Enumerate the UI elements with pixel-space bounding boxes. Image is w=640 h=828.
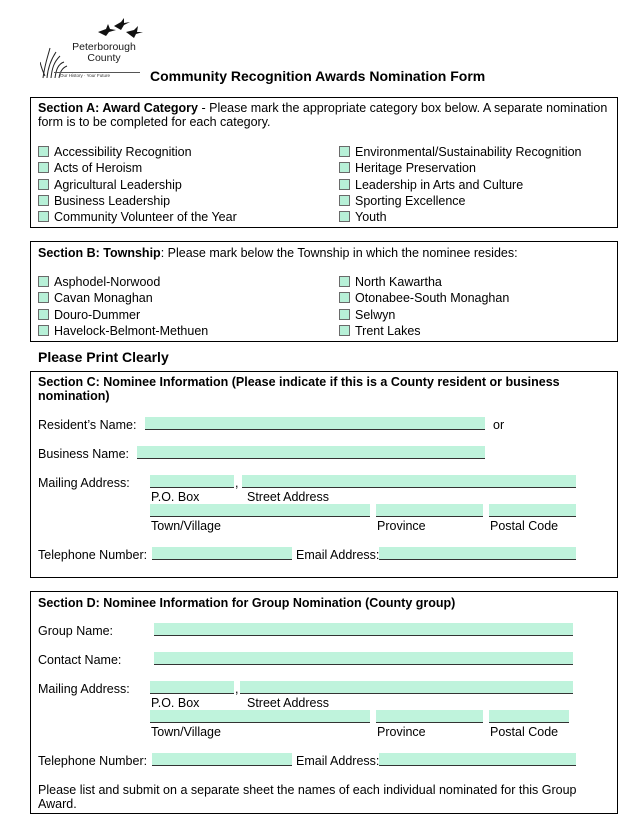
c-telephone-label: Telephone Number: bbox=[38, 548, 148, 562]
award-category-option[interactable] bbox=[339, 178, 523, 192]
d-street-address-label: Street Address bbox=[247, 696, 329, 710]
d-email-label: Email Address: bbox=[296, 754, 380, 768]
award-category-label: Business Leadership bbox=[54, 193, 171, 208]
award-category-label: Accessibility Recognition bbox=[54, 145, 192, 159]
residents-name-label: Resident’s Name: bbox=[38, 418, 137, 432]
logo-tagline: Our History · Your Future bbox=[60, 73, 111, 78]
award-category-checkbox[interactable] bbox=[339, 195, 350, 206]
award-category-checkbox[interactable] bbox=[339, 146, 350, 157]
award-category-label: Sporting Excellence bbox=[355, 193, 466, 208]
d-province-label: Province bbox=[377, 725, 426, 739]
award-category-label: Environmental/Sustainability Recognition bbox=[355, 145, 582, 159]
residents-name-field[interactable] bbox=[145, 417, 485, 430]
d-telephone-label: Telephone Number: bbox=[38, 754, 148, 768]
section-c-heading: Section C: Nominee Information (Please indicate if this is a County resident or business nomination) bbox=[38, 375, 560, 403]
award-category-label: Acts of Heroism bbox=[54, 161, 143, 176]
township-option[interactable] bbox=[38, 275, 160, 289]
print-clearly-heading: Please Print Clearly bbox=[38, 349, 169, 365]
c-mailing-address-label: Mailing Address: bbox=[38, 476, 130, 490]
township-checkbox[interactable] bbox=[38, 292, 49, 303]
township-option[interactable] bbox=[38, 291, 153, 305]
c-email-label: Email Address: bbox=[296, 548, 380, 562]
c-town-label: Town/Village bbox=[151, 519, 221, 533]
or-label: or bbox=[493, 418, 505, 432]
d-email-field[interactable] bbox=[379, 753, 576, 766]
d-town-field[interactable] bbox=[150, 710, 370, 723]
award-category-option[interactable] bbox=[339, 161, 476, 175]
township-label: Selwyn bbox=[355, 307, 396, 322]
section-a-heading bbox=[38, 101, 608, 129]
d-street-address-field[interactable] bbox=[240, 681, 573, 694]
award-category-option[interactable] bbox=[339, 210, 387, 224]
d-postal-code-field[interactable] bbox=[489, 710, 569, 723]
award-category-option[interactable] bbox=[339, 194, 465, 208]
section-a-title: Section A: Award Category bbox=[38, 101, 198, 115]
c-street-address-field[interactable] bbox=[242, 475, 576, 488]
township-label: Trent Lakes bbox=[355, 323, 421, 338]
award-category-option[interactable] bbox=[38, 210, 237, 224]
section-d-heading: Section D: Nominee Information for Group Nomination (County group) bbox=[38, 596, 456, 610]
township-label: Otonabee-South Monaghan bbox=[355, 291, 510, 306]
c-telephone-field[interactable] bbox=[152, 547, 292, 560]
township-label: Cavan Monaghan bbox=[54, 291, 153, 306]
business-name-label: Business Name: bbox=[38, 447, 130, 461]
award-category-option[interactable] bbox=[38, 178, 182, 192]
group-note: Please list and submit on a separate sheet the names of each individual nominated for this Group Award. bbox=[38, 783, 577, 811]
township-label: Havelock-Belmont-Methuen bbox=[54, 323, 209, 338]
township-checkbox[interactable] bbox=[339, 325, 350, 336]
c-comma: , bbox=[235, 476, 239, 490]
township-label: Douro-Dummer bbox=[54, 307, 141, 322]
award-category-checkbox[interactable] bbox=[38, 146, 49, 157]
c-province-label: Province bbox=[377, 519, 426, 533]
award-category-option[interactable] bbox=[38, 145, 192, 159]
township-checkbox[interactable] bbox=[38, 276, 49, 287]
business-name-field[interactable] bbox=[137, 446, 485, 459]
c-province-field[interactable] bbox=[376, 504, 483, 517]
award-category-label: Community Volunteer of the Year bbox=[54, 210, 237, 225]
d-province-field[interactable] bbox=[376, 710, 483, 723]
c-street-address-label: Street Address bbox=[247, 490, 329, 504]
award-category-option[interactable] bbox=[38, 161, 142, 175]
township-option[interactable] bbox=[38, 324, 208, 338]
c-postal-code-field[interactable] bbox=[489, 504, 576, 517]
c-postal-code-label: Postal Code bbox=[490, 519, 559, 533]
award-category-checkbox[interactable] bbox=[38, 162, 49, 173]
d-comma: , bbox=[235, 682, 239, 696]
award-category-checkbox[interactable] bbox=[38, 211, 49, 222]
award-category-option[interactable] bbox=[38, 194, 170, 208]
contact-name-field[interactable] bbox=[154, 652, 573, 665]
award-category-checkbox[interactable] bbox=[339, 211, 350, 222]
d-postal-code-label: Postal Code bbox=[490, 725, 559, 739]
township-label: Asphodel-Norwood bbox=[54, 275, 161, 289]
d-mailing-address-label: Mailing Address: bbox=[38, 682, 130, 696]
township-option[interactable] bbox=[339, 308, 395, 322]
d-telephone-field[interactable] bbox=[152, 753, 292, 766]
award-category-label: Agricultural Leadership bbox=[54, 177, 182, 192]
township-checkbox[interactable] bbox=[38, 325, 49, 336]
contact-name-label: Contact Name: bbox=[38, 653, 122, 667]
c-po-box-field[interactable] bbox=[150, 475, 234, 488]
form-title: Community Recognition Awards Nomination Form bbox=[150, 68, 486, 84]
section-b-heading bbox=[38, 246, 608, 260]
c-town-field[interactable] bbox=[150, 504, 370, 517]
award-category-label: Youth bbox=[355, 210, 387, 225]
d-town-label: Town/Village bbox=[151, 725, 221, 739]
d-po-box-label: P.O. Box bbox=[151, 696, 200, 710]
c-email-field[interactable] bbox=[379, 547, 576, 560]
award-category-label: Heritage Preservation bbox=[355, 161, 476, 176]
award-category-option[interactable] bbox=[339, 145, 582, 159]
award-category-checkbox[interactable] bbox=[339, 162, 350, 173]
award-category-checkbox[interactable] bbox=[38, 179, 49, 190]
township-checkbox[interactable] bbox=[38, 309, 49, 320]
logo-line1: Peterborough bbox=[72, 41, 136, 53]
d-po-box-field[interactable] bbox=[150, 681, 234, 694]
township-label: North Kawartha bbox=[355, 275, 442, 289]
township-checkbox[interactable] bbox=[339, 276, 350, 287]
township-checkbox[interactable] bbox=[339, 309, 350, 320]
award-category-checkbox[interactable] bbox=[339, 179, 350, 190]
section-b-instruction: : Please mark below the Township in which the nominee resides: bbox=[160, 246, 518, 260]
c-po-box-label: P.O. Box bbox=[151, 490, 200, 504]
logo-line2: County bbox=[87, 52, 121, 64]
award-category-checkbox[interactable] bbox=[38, 195, 49, 206]
township-option[interactable] bbox=[339, 291, 509, 305]
township-option[interactable] bbox=[38, 308, 140, 322]
township-option[interactable] bbox=[339, 275, 442, 289]
county-logo bbox=[40, 18, 150, 80]
group-name-field[interactable] bbox=[154, 623, 573, 636]
logo-name bbox=[64, 42, 144, 64]
group-name-label: Group Name: bbox=[38, 624, 114, 638]
township-checkbox[interactable] bbox=[339, 292, 350, 303]
section-b-title: Section B: Township bbox=[38, 246, 161, 260]
section-a-instruction: - Please mark the appropriate category box below. A separate nomination form is to be completed for each category. bbox=[38, 101, 608, 129]
award-category-label: Leadership in Arts and Culture bbox=[355, 177, 524, 192]
township-option[interactable] bbox=[339, 324, 421, 338]
